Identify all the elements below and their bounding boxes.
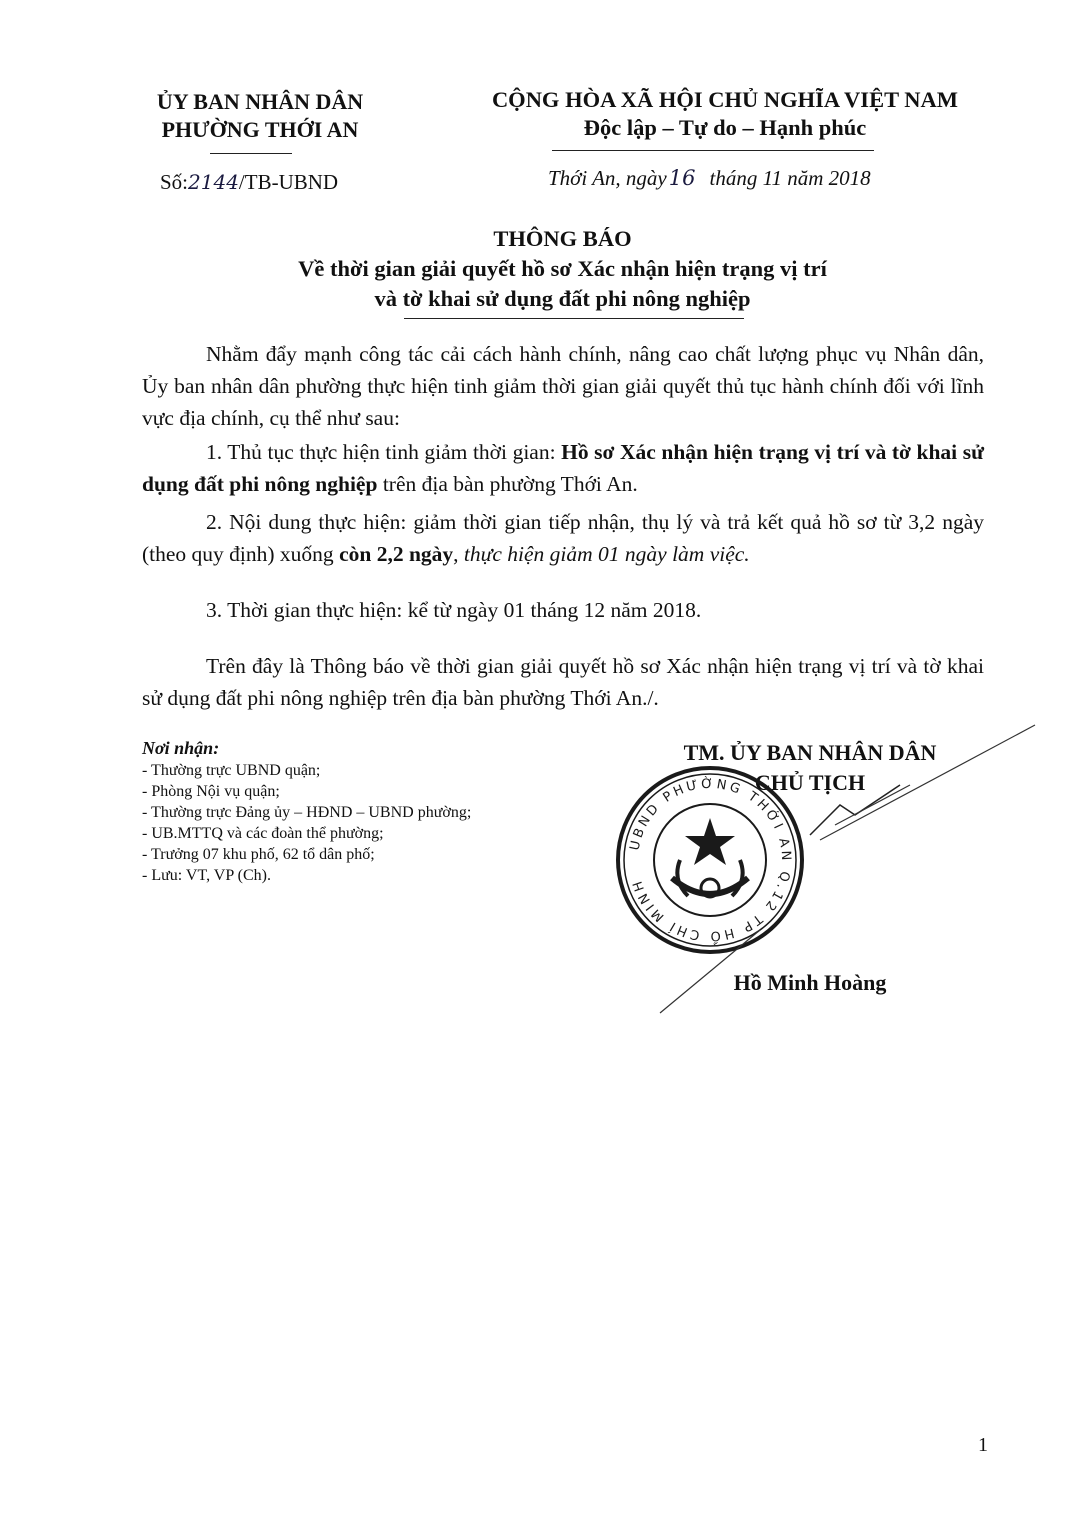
- nation-line-1: CỘNG HÒA XÃ HỘI CHỦ NGHĨA VIỆT NAM: [491, 87, 959, 112]
- document-title: [140, 224, 985, 314]
- signature-line-2: CHỦ TỊCH: [754, 770, 866, 795]
- number-prefix: Số:: [160, 170, 189, 194]
- title-sub-2: và tờ khai sử dụng đất phi nông nghiệp: [374, 286, 751, 311]
- agency-line-2: PHƯỜNG THỚI AN: [161, 117, 359, 142]
- item-1-bold: Hồ sơ Xác nhận hiện trạng vị trí và tờ khai sử dụng đất phi nông nghiệp: [142, 440, 984, 496]
- closing-paragraph: Trên đây là Thông báo về thời gian giải quyết hồ sơ Xác nhận hiện trạng vị trí và tờ khai sử dụng đất phi nông nghiệp trên địa bàn phường Thới An./.: [142, 654, 984, 710]
- title-sub-1: Về thời gian giải quyết hồ sơ Xác nhận hiện trạng vị trí: [298, 256, 827, 281]
- recipient-item: - Thường trực Đảng ủy – HĐND – UBND phường;: [142, 804, 472, 821]
- recipients-heading: Nơi nhận:: [142, 738, 220, 758]
- title-underline: [404, 318, 744, 319]
- item-2-italic: thực hiện giảm 01 ngày làm việc.: [463, 542, 750, 566]
- date-day-handwritten: 16: [668, 166, 696, 190]
- page-number: 1: [978, 1434, 988, 1456]
- seal-ring-text: UBND PHƯỜNG THỚI AN Q.12 TP HỒ CHÍ MINH: [627, 776, 794, 944]
- agency-underline: [210, 153, 292, 154]
- title-main: THÔNG BÁO: [493, 226, 632, 251]
- item-3: 3. Thời gian thực hiện: kể từ ngày 01 tháng 12 năm 2018.: [206, 598, 702, 622]
- recipient-item: - Thường trực UBND quận;: [142, 762, 321, 779]
- document-number: [160, 168, 338, 196]
- item-2-bold: còn 2,2 ngày: [339, 542, 454, 566]
- intro-paragraph: Nhằm đẩy mạnh công tác cải cách hành chính, nâng cao chất lượng phục vụ Nhân dân, Ủy ban nhân dân phường thực hiện tinh giảm thời gian giải quyết thủ tục hành chính đối với lĩnh vực địa chính, cụ thể như sau:: [142, 342, 984, 430]
- item-2: [142, 506, 984, 570]
- item-1-suffix: trên địa bàn phường Thới An.: [377, 472, 638, 496]
- number-handwritten: 2144: [188, 170, 239, 194]
- recipients-block: [142, 736, 582, 886]
- date-prefix: Thới An, ngày: [548, 166, 667, 190]
- item-1-prefix: 1. Thủ tục thực hiện tinh giảm thời gian:: [206, 440, 562, 464]
- item-2-prefix: 2. Nội dung thực hiện: giảm thời gian tiếp nhận, thụ lý và trả kết quả hồ sơ từ 3,2 ngày (theo quy định) xuống: [142, 510, 984, 566]
- document-date: [548, 164, 871, 192]
- item-1: [142, 436, 984, 500]
- nation-line-2: Độc lập – Tự do – Hạnh phúc: [583, 115, 867, 140]
- signer-name: Hồ Minh Hoàng: [733, 970, 887, 995]
- national-motto: [440, 86, 1010, 142]
- agency-line-1: ỦY BAN NHÂN DÂN: [156, 89, 364, 114]
- recipient-item: - Phòng Nội vụ quận;: [142, 783, 280, 800]
- recipient-item: - Trưởng 07 khu phố, 62 tổ dân phố;: [142, 846, 375, 863]
- item-2-comma: ,: [453, 542, 464, 566]
- number-suffix: /TB-UBND: [238, 170, 339, 194]
- recipient-item: - UB.MTTQ và các đoàn thể phường;: [142, 825, 384, 842]
- motto-underline: [552, 150, 874, 151]
- agency-name: [110, 88, 410, 144]
- date-rest: tháng 11 năm 2018: [709, 166, 871, 190]
- signature-line-1: TM. ỦY BAN NHÂN DÂN: [683, 740, 937, 765]
- recipient-item: - Lưu: VT, VP (Ch).: [142, 867, 271, 884]
